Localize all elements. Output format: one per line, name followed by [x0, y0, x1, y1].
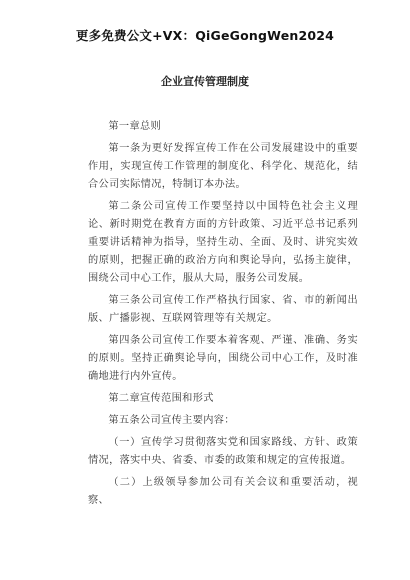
list-item-paragraph: （二）上级领导参加公司有关会议和重要活动，视察、 [88, 477, 358, 506]
list-item-paragraph: （一）宣传学习贯彻落实党和国家路线、方针、政策情况，落实中央、省委、市委的政策和规定的宣传报道。 [88, 437, 358, 466]
article-paragraph: 第二条公司宣传工作要坚持以中国特色社会主义理论、新时期党在教育方面的方针政策、习近平总书记系列重要讲话精神为指导，坚持生动、全面、及时、讲究实效的原则，把握正确的政治方向和舆论导向，弘扬主旋律，围绕公司中心工作，服从大局，服务公司发展。 [88, 201, 358, 284]
chapter-heading: 第二章宣传范围和形式 [108, 393, 214, 404]
chapter-heading: 第一章总则 [108, 121, 162, 132]
document-title: 企业宣传管理制度 [161, 75, 249, 88]
article-paragraph: 第三条公司宣传工作严格执行国家、省、市的新闻出版、广播影视、互联网管理等有关规定。 [88, 295, 358, 324]
article-paragraph: 第五条公司宣传主要内容： [108, 415, 235, 426]
document-body [88, 118, 358, 514]
article-paragraph: 第一条为更好发挥宣传工作在公司发展建设中的重要作用，实现宣传工作管理的制度化、科学化、规范化，结合公司实际情况，特制订本办法。 [88, 143, 358, 190]
header-banner: 更多免费公文+VX：QiGeGongWen2024 [75, 28, 335, 43]
article-paragraph: 第四条公司宣传工作要本着客观、严谨、准确、务实的原则。坚持正确舆论导向，围绕公司中心工作，及时准确地进行内外宣传。 [88, 335, 358, 382]
